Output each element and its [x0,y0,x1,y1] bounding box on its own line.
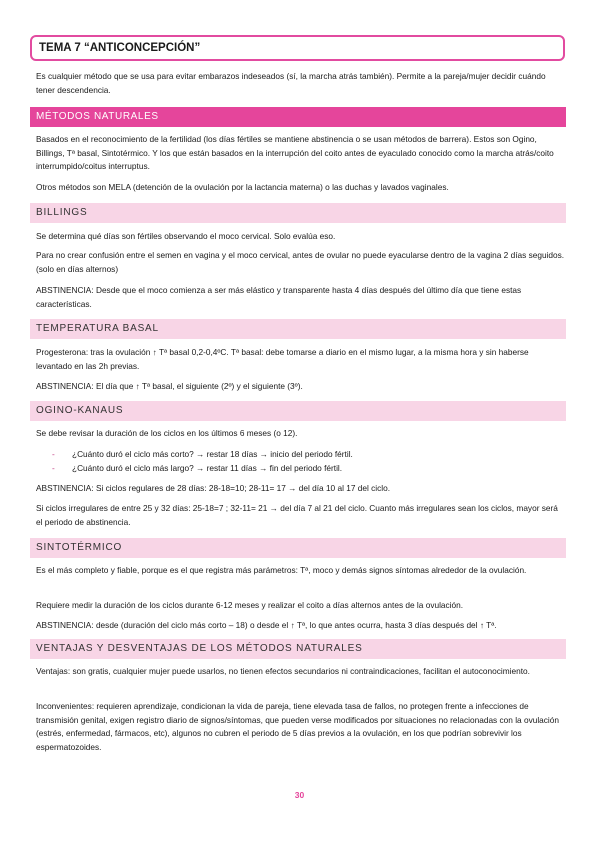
natural-paragraph-2: Otros métodos son MELA (detención de la ovulación por la lactancia materna) o las duchas y lavados vaginales. [36,182,449,192]
abstinence-label: ABSTINENCIA: [36,381,94,391]
temperature-abstinence [36,380,566,394]
page-number: 30 [294,790,305,800]
ogino-paragraph-2: Si ciclos irregulares de entre 25 y 32 días: 25-18=7 ; 32-11= 21 → del día 7 al 21 del ciclo. Cuanto más irregulares sean los ciclos, mayor será el periodo de abstinencia. [36,503,558,527]
abstinence-text: El día que ↑ Tª basal, el siguiente (2º) y el siguiente (3º). [93,381,303,391]
billings-paragraph-2: Para no crear confusión entre el semen en vagina y el moco cervical, antes de ovular no puede eyacularse dentro de la vagina 2 días seguidos. (solo en días alternos) [36,250,565,274]
ogino-abstinence [36,482,566,496]
abstinence-text: Desde que el moco comienza a ser más elástico y transparente hasta 4 días después del último día que tiene estas características. [36,285,522,309]
list-dash-marker: - [52,449,55,459]
disadvantages-paragraph: Inconvenientes: requieren aprendizaje, condicionan la vida de pareja, tiene elevada tasa de fallos, no protegen frente a infecciones de transmisión genital, exigen registro diario de signos/síntomas, que pueden verse modificados por situaciones no relacionadas con la ovulación (estrés, enfermedad, fármacos, etc), algunos no cubren el periodo de 5 días previos a la ovulación, en los que podrían sobrevivir los espermatozoides. [36,701,560,752]
billings-abstinence [36,284,566,311]
sintotermico-paragraph-2: Requiere medir la duración de los ciclos durante 6-12 meses y realizar el coito a días alternos antes de la ovulación. [36,600,464,610]
abstinence-label: ABSTINENCIA: [36,285,94,295]
page-title: TEMA 7 “ANTICONCEPCIÓN” [30,35,565,61]
advantages-paragraph: Ventajas: son gratis, cualquier mujer puede usarlos, no tienen efectos secundarios ni contraindicaciones, facilitan el autoconocimiento. [36,666,530,676]
section-heading-ogino-kanaus: OGINO-KANAUS [30,401,566,421]
section-heading-sintotermico: SINTOTÉRMICO [30,538,566,558]
ogino-paragraph-1: Se debe revisar la duración de los ciclos en los últimos 6 meses (o 12). [36,428,298,438]
abstinence-text: desde (duración del ciclo más corto – 18) o desde el ↑ Tª, lo que antes ocurra, hasta 3 días después del ↑ Tª. [93,620,497,630]
sintotermico-paragraph-1: Es el más completo y fiable, porque es el que registra más parámetros: Tª, moco y demás signos síntomas alrededor de la ovulación. [36,565,527,575]
section-heading-natural-methods: MÉTODOS NATURALES [30,107,566,127]
billings-paragraph-1: Se determina qué días son fértiles observando el moco cervical. Solo evalúa eso. [36,231,336,241]
section-heading-pros-cons: VENTAJAS Y DESVENTAJAS DE LOS MÉTODOS NATURALES [30,639,566,659]
temperature-paragraph-1: Progesterona: tras la ovulación ↑ Tª basal 0,2-0,4ºC. Tª basal: debe tomarse a diario en el mismo lugar, a la misma hora y sin haberse levantado en las 2h previas. [36,347,529,371]
natural-paragraph-1: Basados en el reconocimiento de la fertilidad (los días fértiles se mantiene abstinencia o se usan métodos de barrera). Estos son Ogino, Billings, Tª basal, Sintotérmico. Y los que están basados en la interrupción del coito antes de eyaculado conocido como la marcha atrás/coito interrumpido/coitus interruptus. [36,134,554,171]
abstinence-label: ABSTINENCIA: [36,483,94,493]
section-heading-billings: BILLINGS [30,203,566,223]
list-item-text: ¿Cuánto duró el ciclo más corto? → restar 18 días → inicio del periodo fértil. [72,449,353,459]
list-dash-marker: - [52,463,55,473]
abstinence-label: ABSTINENCIA: [36,620,94,630]
intro-paragraph: Es cualquier método que se usa para evitar embarazos indeseados (sí, la marcha atrás también). Permite a la pareja/mujer decidir cuándo tener descendencia. [36,71,546,95]
abstinence-text: Si ciclos regulares de 28 días: 28-18=10; 28-11= 17 → del día 10 al 17 del ciclo. [93,483,391,493]
sintotermico-abstinence [36,619,566,633]
list-item-text: ¿Cuánto duró el ciclo más largo? → restar 11 días → fin del periodo fértil. [72,463,343,473]
section-heading-basal-temperature: TEMPERATURA BASAL [30,319,566,339]
